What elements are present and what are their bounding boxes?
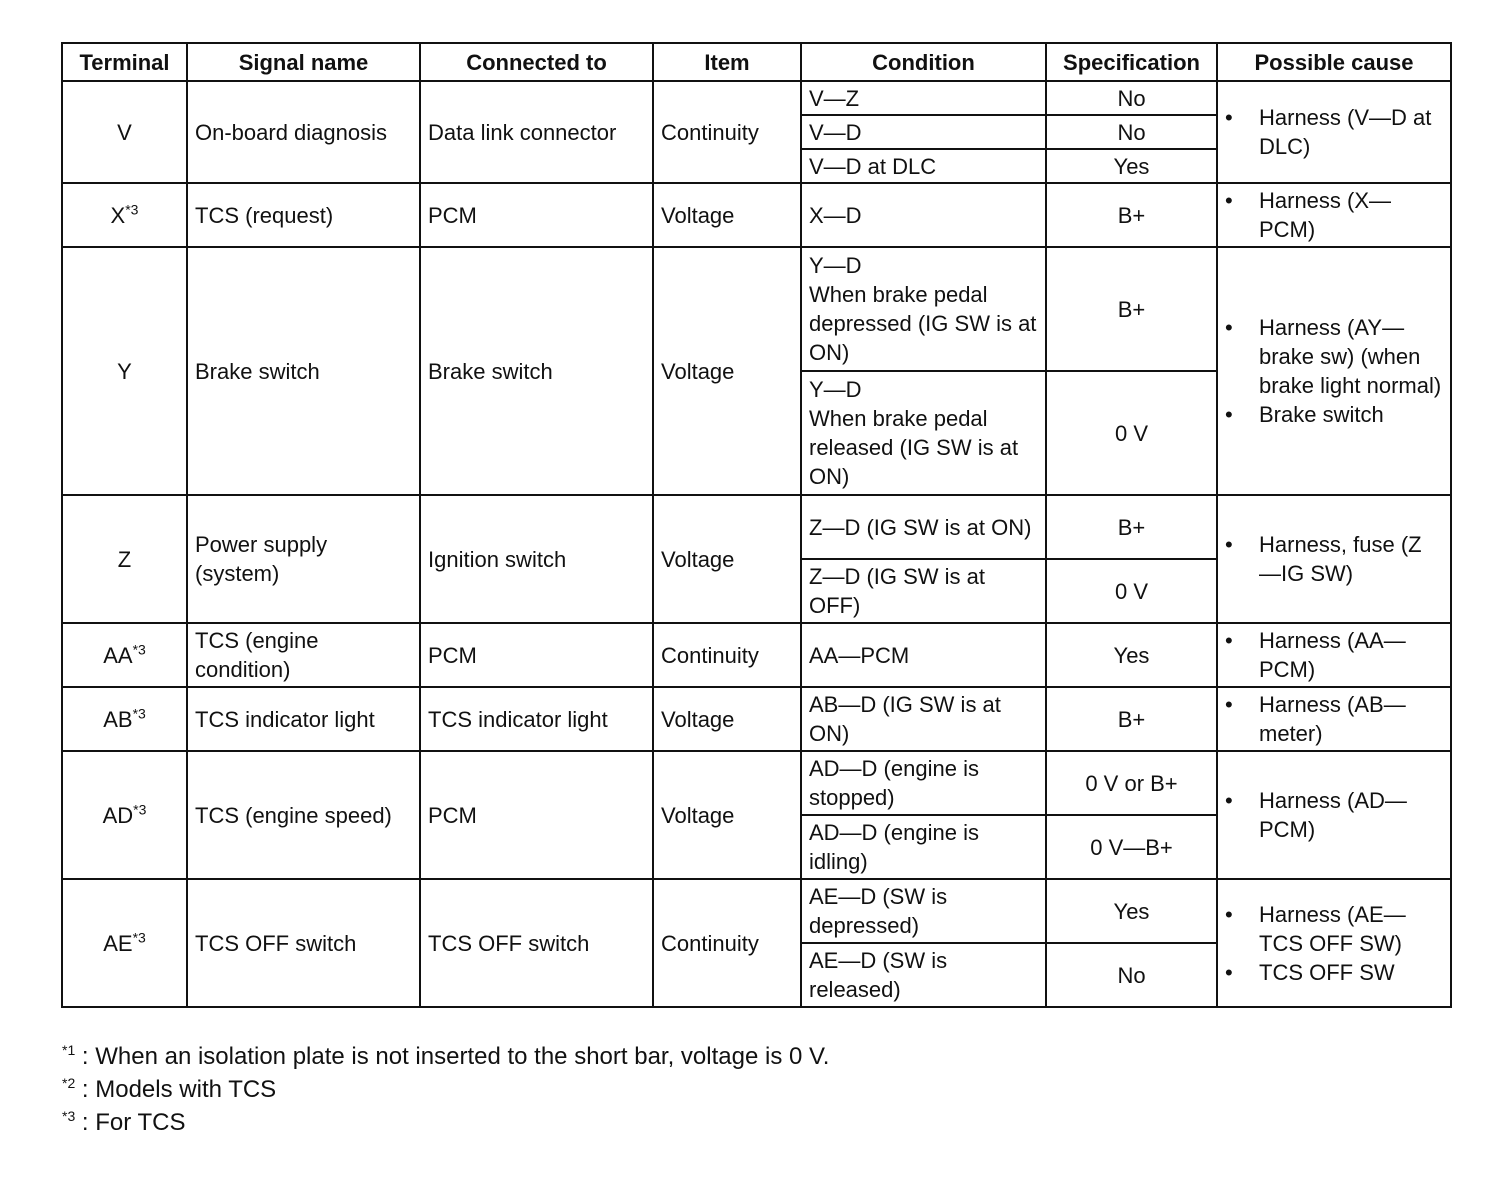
terminal-cell xyxy=(62,623,187,687)
table-row xyxy=(62,81,1451,115)
header-terminal: Terminal xyxy=(62,43,187,81)
cause-item: • Harness (X—PCM) xyxy=(1225,186,1443,244)
table-header-row xyxy=(62,43,1451,81)
terminal-cell xyxy=(62,751,187,879)
condition-cell: Z—D (IG SW is at OFF) xyxy=(801,559,1046,623)
spec-cell: B+ xyxy=(1046,247,1217,371)
item-cell: Continuity xyxy=(653,879,801,1007)
condition-cell xyxy=(801,371,1046,495)
table-row xyxy=(62,623,1451,687)
cause-item: • Harness (AD—PCM) xyxy=(1225,786,1443,844)
table-row xyxy=(62,751,1451,815)
header-signal-name: Signal name xyxy=(187,43,420,81)
condition-cell: V—D at DLC xyxy=(801,149,1046,183)
cause-item: • Harness (AY—brake sw) (when brake light normal) xyxy=(1225,313,1443,400)
footnotes xyxy=(62,1040,829,1139)
table-row xyxy=(62,687,1451,751)
cause-cell xyxy=(1217,183,1451,247)
condition-cell: AE—D (SW is depressed) xyxy=(801,879,1046,943)
spec-cell: No xyxy=(1046,81,1217,115)
signal-cell: Brake switch xyxy=(187,247,420,495)
item-cell: Voltage xyxy=(653,495,801,623)
terminal-cell xyxy=(62,879,187,1007)
header-possible-cause: Possible cause xyxy=(1217,43,1451,81)
footnote xyxy=(62,1106,829,1139)
header-condition: Condition xyxy=(801,43,1046,81)
spec-cell: 0 V xyxy=(1046,559,1217,623)
cause-cell xyxy=(1217,879,1451,1007)
condition-cell: AA—PCM xyxy=(801,623,1046,687)
spec-cell: 0 V xyxy=(1046,371,1217,495)
spec-cell: B+ xyxy=(1046,183,1217,247)
condition-cell: X—D xyxy=(801,183,1046,247)
cause-cell xyxy=(1217,687,1451,751)
connected-cell: Brake switch xyxy=(420,247,653,495)
footnote-mark: *3 xyxy=(125,201,139,218)
connected-cell: PCM xyxy=(420,183,653,247)
terminal-cell xyxy=(62,687,187,751)
signal-cell: TCS (engine condition) xyxy=(187,623,420,687)
terminal-label: AB xyxy=(103,706,133,732)
spec-cell: B+ xyxy=(1046,495,1217,559)
item-cell: Voltage xyxy=(653,247,801,495)
condition-cell: AD—D (engine is idling) xyxy=(801,815,1046,879)
connected-cell: TCS indicator light xyxy=(420,687,653,751)
footnote-text: : Models with TCS xyxy=(81,1076,277,1103)
condition-cell: AB—D (IG SW is at ON) xyxy=(801,687,1046,751)
table-row xyxy=(62,247,1451,371)
terminal-label: X xyxy=(110,202,126,228)
terminal-cell: V xyxy=(62,81,187,183)
terminal-inspection-table xyxy=(61,42,1452,1008)
table-row xyxy=(62,495,1451,559)
signal-cell: TCS (engine speed) xyxy=(187,751,420,879)
terminal-cell xyxy=(62,183,187,247)
condition-cell: V—D xyxy=(801,115,1046,149)
item-cell: Continuity xyxy=(653,81,801,183)
condition-cell: AE—D (SW is released) xyxy=(801,943,1046,1007)
spec-cell: No xyxy=(1046,943,1217,1007)
signal-cell: Power supply (system) xyxy=(187,495,420,623)
header-item: Item xyxy=(653,43,801,81)
cause-item: • Harness (AA—PCM) xyxy=(1225,626,1443,684)
table-row xyxy=(62,183,1451,247)
condition-line: Y—D xyxy=(809,377,862,402)
footnote xyxy=(62,1040,829,1073)
footnote-mark: *3 xyxy=(132,705,146,722)
connected-cell: PCM xyxy=(420,623,653,687)
signal-cell: TCS (request) xyxy=(187,183,420,247)
connected-cell: PCM xyxy=(420,751,653,879)
item-cell: Continuity xyxy=(653,623,801,687)
terminal-label: AE xyxy=(103,930,133,956)
condition-cell: V—Z xyxy=(801,81,1046,115)
spec-cell: Yes xyxy=(1046,879,1217,943)
footnote-mark: *1 xyxy=(62,1042,76,1058)
terminal-cell: Z xyxy=(62,495,187,623)
signal-cell: On-board diagnosis xyxy=(187,81,420,183)
connected-cell: Ignition switch xyxy=(420,495,653,623)
footnote-mark: *3 xyxy=(62,1108,76,1124)
terminal-label: AD xyxy=(102,802,134,828)
signal-cell: TCS OFF switch xyxy=(187,879,420,1007)
item-cell: Voltage xyxy=(653,183,801,247)
spec-cell: 0 V—B+ xyxy=(1046,815,1217,879)
cause-item: • Harness, fuse (Z—IG SW) xyxy=(1225,530,1443,588)
cause-cell xyxy=(1217,495,1451,623)
spec-cell: No xyxy=(1046,115,1217,149)
footnote-mark: *2 xyxy=(62,1075,76,1091)
item-cell: Voltage xyxy=(653,687,801,751)
condition-cell: AD—D (engine is stopped) xyxy=(801,751,1046,815)
spec-cell: Yes xyxy=(1046,149,1217,183)
spec-cell: Yes xyxy=(1046,623,1217,687)
cause-cell xyxy=(1217,751,1451,879)
footnote-mark: *3 xyxy=(132,929,146,946)
terminal-cell: Y xyxy=(62,247,187,495)
cause-cell xyxy=(1217,81,1451,183)
cause-item: • Harness (AB—meter) xyxy=(1225,690,1443,748)
cause-item: • Harness (AE—TCS OFF SW) xyxy=(1225,900,1443,958)
condition-cell xyxy=(801,247,1046,371)
cause-cell xyxy=(1217,623,1451,687)
footnote-text: : For TCS xyxy=(81,1109,186,1136)
item-cell: Voltage xyxy=(653,751,801,879)
spec-cell: 0 V or B+ xyxy=(1046,751,1217,815)
cause-item: • Harness (V—D at DLC) xyxy=(1225,103,1443,161)
condition-cell: Z—D (IG SW is at ON) xyxy=(801,495,1046,559)
connected-cell: TCS OFF switch xyxy=(420,879,653,1007)
cause-item: • TCS OFF SW xyxy=(1225,958,1443,987)
terminal-label: AA xyxy=(103,642,133,668)
table-row xyxy=(62,879,1451,943)
condition-line: Y—D xyxy=(809,253,862,278)
signal-cell: TCS indicator light xyxy=(187,687,420,751)
footnote xyxy=(62,1073,829,1106)
spec-cell: B+ xyxy=(1046,687,1217,751)
condition-detail: When brake pedal depressed (IG SW is at ON) xyxy=(809,282,1037,365)
header-specification: Specification xyxy=(1046,43,1217,81)
condition-detail: When brake pedal released (IG SW is at ON) xyxy=(809,406,1019,489)
footnote-text: : When an isolation plate is not inserted to the short bar, voltage is 0 V. xyxy=(81,1043,830,1070)
footnote-mark: *3 xyxy=(133,801,147,818)
header-connected-to: Connected to xyxy=(420,43,653,81)
connected-cell: Data link connector xyxy=(420,81,653,183)
footnote-mark: *3 xyxy=(132,641,146,658)
cause-cell xyxy=(1217,247,1451,495)
cause-item: • Brake switch xyxy=(1225,400,1443,429)
